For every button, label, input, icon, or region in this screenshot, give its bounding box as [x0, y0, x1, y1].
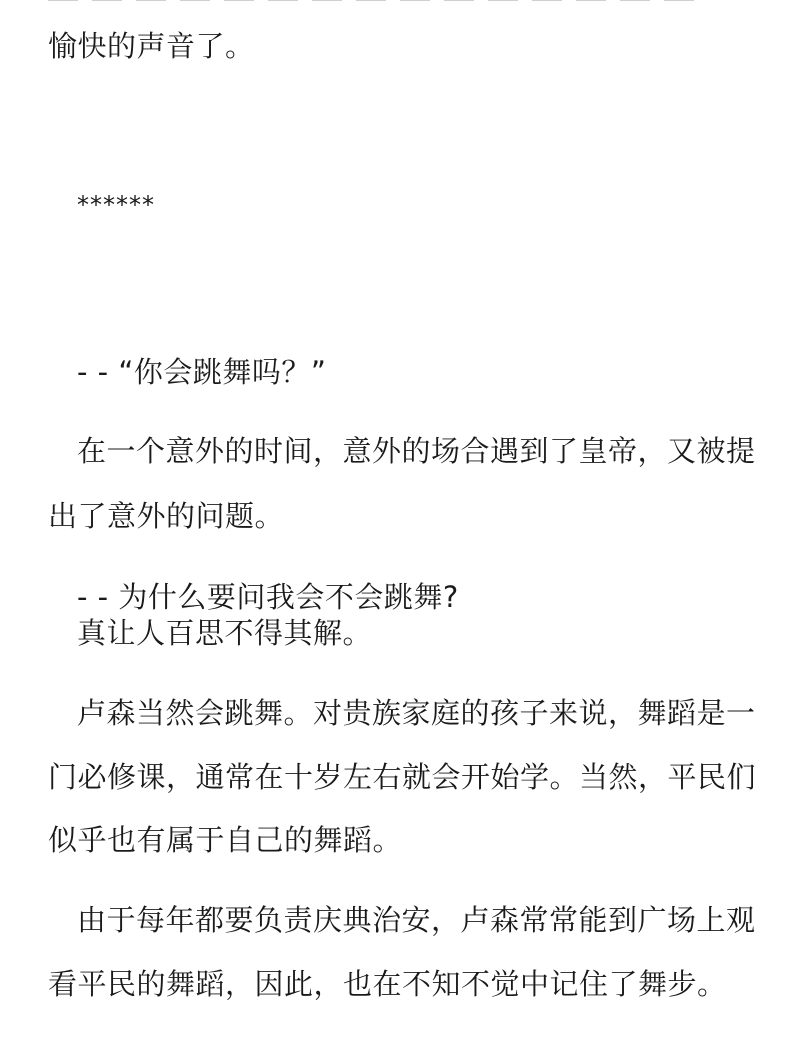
section-separator: ******: [77, 191, 155, 219]
text-line: 真让人百思不得其解。: [77, 616, 373, 650]
text-line: 在一个意外的时间，意外的场合遇到了皇帝，又被提: [77, 434, 756, 468]
text-line: 愉快的声音了。: [48, 29, 255, 63]
text-line: 似乎也有属于自己的舞蹈。: [48, 823, 403, 857]
dialogue-line: - - 为什么要问我会不会跳舞?: [77, 580, 459, 614]
text-line: 由于每年都要负责庆典治安，卢森常常能到广场上观: [77, 903, 756, 937]
text-line: 看平民的舞蹈，因此，也在不知不觉中记住了舞步。: [48, 967, 727, 1001]
previous-line-fragment: [48, 0, 748, 2]
text-line: 出了意外的问题。: [48, 499, 285, 533]
text-line: 卢森当然会跳舞。对贵族家庭的孩子来说，舞蹈是一: [77, 696, 756, 730]
dialogue-line: - - “你会跳舞吗？”: [77, 355, 327, 389]
text-line: 门必修课，通常在十岁左右就会开始学。当然，平民们: [48, 760, 757, 794]
